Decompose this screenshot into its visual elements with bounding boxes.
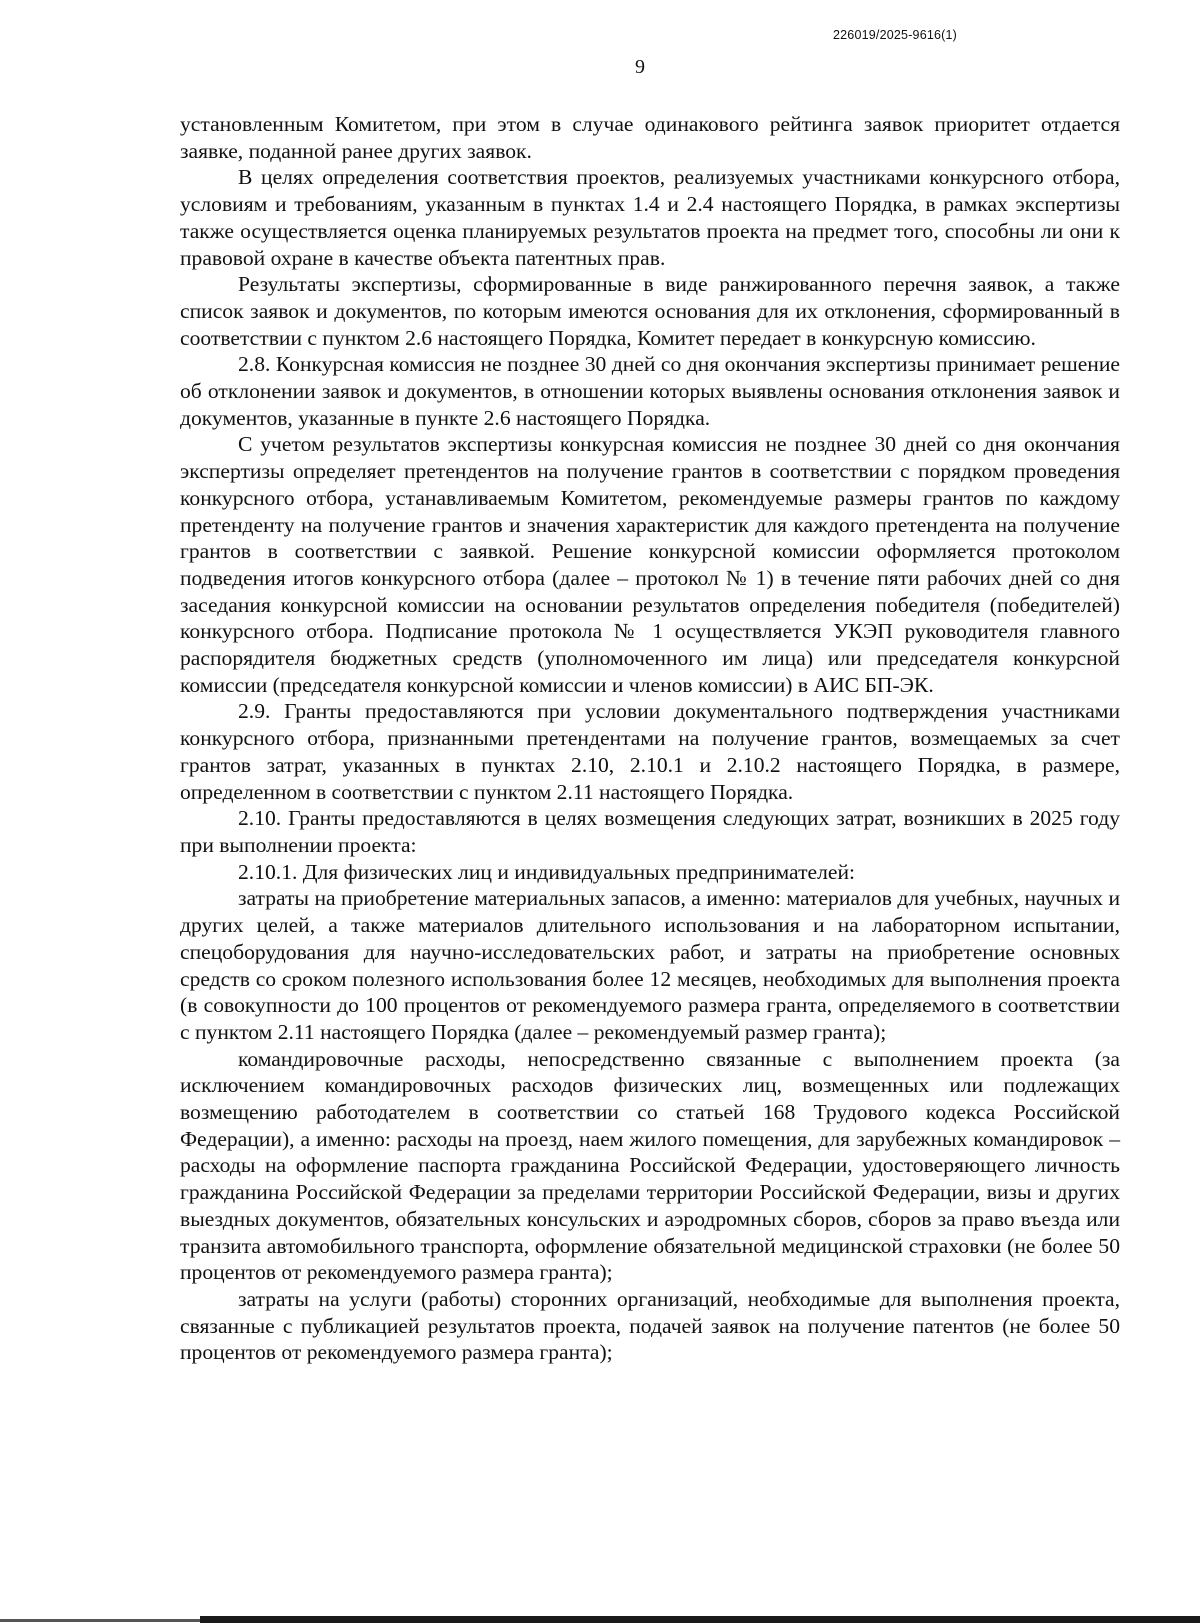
paragraph: 2.9. Гранты предоставляются при условии документального подтверждения участниками конкурсного отбора, признанными претендентами на получение грантов, возмещаемых за счет грантов затрат, указанных в пунктах 2.10, 2.10.1 и 2.10.2 настоящего Порядка, в размере, определенном в соответствии с пунктом 2.11 настоящего Порядка. xyxy=(180,699,1120,804)
page-number: 9 xyxy=(635,56,645,78)
paragraph: установленным Комитетом, при этом в случае одинакового рейтинга заявок приоритет отдается заявке, поданной ранее других заявок. xyxy=(180,112,1120,163)
scan-edge-rule xyxy=(200,1616,1200,1623)
paragraph: В целях определения соответствия проектов, реализуемых участниками конкурсного отбора, условиям и требованиям, указанным в пунктах 1.4 и 2.4 настоящего Порядка, в рамках экспертизы также осуществляется оценка планируемых результатов проекта на предмет того, способны ли они к правовой охране в качестве объекта патентных прав. xyxy=(180,165,1120,270)
paragraph: Результаты экспертизы, сформированные в виде ранжированного перечня заявок, а также список заявок и документов, по которым имеются основания для их отклонения, сформированный в соответствии с пунктом 2.6 настоящего Порядка, Комитет передает в конкурсную комиссию. xyxy=(180,272,1120,350)
paragraph: 2.10. Гранты предоставляются в целях возмещения следующих затрат, возникших в 2025 году при выполнении проекта: xyxy=(180,806,1120,857)
paragraph: затраты на приобретение материальных запасов, а именно: материалов для учебных, научных и других целей, а также материалов длительного использования и на лабораторном испытании, спецоборудования для научно-исследовательских работ, и затраты на приобретение основных средств со сроком полезного использования более 12 месяцев, необходимых для выполнения проекта (в совокупности до 100 процентов от рекомендуемого размера гранта, определяемого в соответствии с пунктом 2.11 настоящего Порядка (далее – рекомендуемый размер гранта); xyxy=(180,886,1120,1044)
document-body xyxy=(180,111,1120,1366)
paragraph: 2.10.1. Для физических лиц и индивидуальных предпринимателей: xyxy=(238,859,856,884)
paragraph: затраты на услуги (работы) сторонних организаций, необходимые для выполнения проекта, связанные с публикацией результатов проекта, подачей заявок на получение патентов (не более 50 процентов от рекомендуемого размера гранта); xyxy=(180,1286,1120,1365)
paragraph: С учетом результатов экспертизы конкурсная комиссия не позднее 30 дней со дня окончания экспертизы определяет претендентов на получение грантов в соответствии с порядком проведения конкурсного отбора, устанавливаемым Комитетом, рекомендуемые размеры грантов по каждому претенденту на получение грантов и значения характеристик для каждого претендента на получение грантов в соответствии с заявкой. Решение конкурсной комиссии оформляется протоколом подведения итогов конкурсного отбора (далее – протокол № 1) в течение пяти рабочих дней со дня заседания конкурсной комиссии на основании результатов определения победителя (победителей) конкурсного отбора. Подписание протокола № 1 осуществляется УКЭП руководителя главного распорядителя бюджетных средств (уполномоченного им лица) или председателя конкурсной комиссии (председателя конкурсной комиссии и членов комиссии) в АИС БП-ЭК. xyxy=(180,432,1120,697)
paragraph: 2.8. Конкурсная комиссия не позднее 30 дней со дня окончания экспертизы принимает решение об отклонении заявок и документов, в отношении которых выявлены основания отклонения заявок и документов, указанные в пункте 2.6 настоящего Порядка. xyxy=(180,352,1120,430)
paragraph: командировочные расходы, непосредственно связанные с выполнением проекта (за исключением командировочных расходов физических лиц, возмещенных или подлежащих возмещению работодателем в соответствии со статьей 168 Трудового кодекса Российской Федерации), а именно: расходы на проезд, наем жилого помещения, для зарубежных командировок – расходы на оформление паспорта гражданина Российской Федерации, удостоверяющего личность гражданина Российской Федерации за пределами территории Российской Федерации, визы и других выездных документов, обязательных консульских и аэродромных сборов, сборов за право въезда или транзита автомобильного транспорта, оформление обязательной медицинской страховки (не более 50 процентов от рекомендуемого размера гранта); xyxy=(180,1046,1120,1285)
document-id: 226019/2025-9616(1) xyxy=(833,28,958,42)
